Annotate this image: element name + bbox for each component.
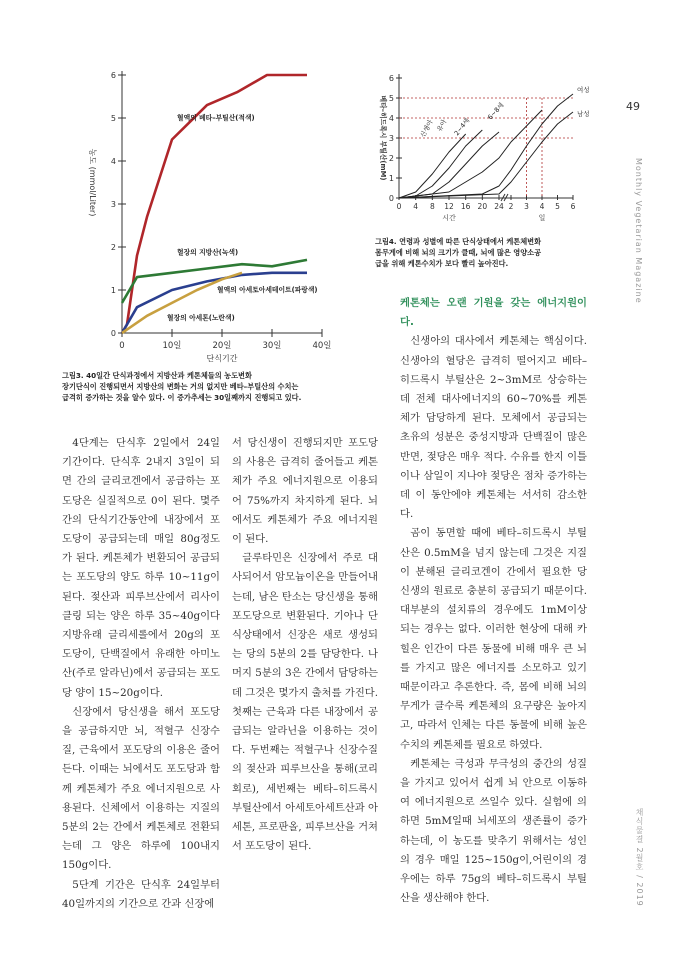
paragraph: 신생아의 대사에서 케톤체는 핵심이다. 신생아의 혈당은 급격히 떨어지고 베타–히드록시 부틸산은 2~3mM로 상승하는데 전체 대사에너지의 60~70%를 케톤체가 담당하게 된다. 모체에서 공급되는 초유의 성분은 중성지방과 단백질이 많은 반면, 젖당은 매우 적다. 수유를 한지 이틀이나 삼일이 지나야 젖당은 점차 증가하는데 이 동안에야 케톤체는 서서히 감소한다. — [400, 335, 587, 521]
paragraph: 신장에서 당신생을 해서 포도당을 공급하지만 뇌, 적혈구 신장수질, 근육에서 포도당의 이용은 줄어든다. 이때는 뇌에서도 포도당과 함께 케톤체가 주요 에너지원으로 사용된다. 신체에서 이용하는 지질의 5분의 2는 간에서 케톤체로 전환되는데 그 양은 하루에 100내지 150g이다. — [62, 705, 220, 872]
x-tick-label: 3 — [524, 202, 529, 211]
x-tick-label: 20일 — [212, 341, 232, 351]
paragraph: 4단계는 단식후 2일에서 24일 기간이다. 단식후 2내지 3일이 되면 간의 글리코겐에서 공급하는 포도당은 실질적으로 0이 된다. 몇주간의 단식기간동안에 내장에서 포도당이 공급되는데 매일 80g정도가 된다. 케톤체가 변환되어 공급되는 포도당의 양도 하루 10~11g이 된다. 젖산과 피루브산에서 리사이클링 되는 양은 하루 35~40g이다 지방유래 글리세롤에서 20g의 포도당이, 단백질에서 유래한 아미노산(주로 알라닌)에서 공급되는 포도당 양이 15~20g이다. — [62, 437, 220, 699]
y-tick-label: 1 — [388, 174, 394, 183]
series-label: 혈장의 아세톤(노란색) — [167, 314, 235, 323]
series-label: 2~4세 — [452, 116, 472, 138]
series-label: 유아 — [435, 118, 449, 133]
y-tick-label: 1 — [110, 286, 116, 295]
column-right — [400, 294, 587, 909]
series-label: 혈액의 베타–부틸산(적색) — [177, 114, 255, 123]
column-left — [62, 434, 220, 914]
paragraph: 5단계 기간은 단식후 24일부터 40일까지의 기간으로 간과 신장에 — [62, 878, 220, 910]
y-tick-label: 0 — [110, 329, 116, 338]
section-title: 케톤체는 오랜 기원을 갖는 에너지원이다. — [400, 297, 587, 329]
side-margin — [624, 58, 660, 938]
x-tick-label: 0 — [396, 202, 402, 211]
y-tick-label: 0 — [388, 194, 394, 203]
paragraph: 서 당신생이 진행되지만 포도당의 사용은 급격히 줄어들고 케톤체가 주요 에너지원으로 이용되어 75%까지 차지하게 된다. 뇌에서도 케톤체가 주요 에너지원이 된다. — [232, 437, 378, 546]
x-tick-label: 5 — [555, 202, 560, 211]
x-tick-label: 2 — [508, 202, 514, 211]
y-tick-label: 4 — [388, 114, 394, 123]
series-label: 여성 — [577, 86, 590, 94]
series-label: 혈액의 아세토아세테이트(파랑색) — [217, 286, 318, 295]
y-tick-label: 4 — [110, 157, 116, 166]
y-tick-label: 2 — [388, 154, 394, 163]
paragraph: 케톤체는 극성과 무극성의 중간의 성질을 가지고 있어서 쉽게 뇌 안으로 이동하여 에너지원으로 쓰일수 있다. 실험에 의하면 5mM일때 뇌세포의 생존률이 증가하는데, 이 농도를 맞추기 위해서는 성인의 경우 매일 125~150g이,어린이의 경우에는 하루 75g의 베타–히드록시 부틸산을 생산해야 한다. — [400, 757, 587, 905]
y-tick-label: 5 — [388, 94, 394, 103]
paragraph: 글루타민은 신장에서 주로 대사되어서 암모늄이온을 만들어내는데, 남은 탄소는 당신생을 통해 포도당으로 변환된다. 기아나 단식상태에서 신장은 새로 생성되는 당의 5분의 2를 담당한다. 나머지 5분의 3은 간에서 담당하는데 그것은 몇가지 출처를 가진다. 첫째는 근육과 다른 내장에서 공급되는 알라닌을 이용하는 것이다. 두번째는 적혈구나 신장수질의 젖산과 피루브산을 통해(코리회로), 세번째는 베타–히드록시 부틸산에서 아세토아세트산과 아세톤, 프로판올, 피루브산을 거쳐서 포도당이 된다. — [232, 552, 378, 853]
figure3-caption: 그림3. 40일간 단식과정에서 지방산과 케톤체들의 농도변화 장기단식이 진행되면서 지방산의 변화는 거의 없지만 베타–부틸산의 수치는 급격히 증가하는 것을 알수 있다. 이 증가추세는 30일째까지 진행되고 있다. — [62, 371, 302, 402]
x-tick-label: 0 — [119, 341, 125, 351]
x-axis-label-hours: 시간 — [442, 214, 456, 222]
series-line — [122, 273, 242, 333]
y-tick-label: 6 — [110, 71, 116, 80]
y-axis-label: 베타–히드록시 부틸산(mM) — [379, 95, 387, 181]
x-tick-label: 6 — [570, 202, 576, 211]
series-label: 신생아 — [418, 118, 435, 139]
figure4-caption: 그림4. 연령과 성별에 따른 단식상태에서 케톤체변화 몸무게에 비해 뇌의 크기가 클때, 뇌에 많은 영양소공 급을 위해 케톤수치가 보다 빨리 높아진다. — [375, 237, 542, 268]
x-tick-label: 12 — [444, 202, 454, 211]
paragraph: 곰이 동면할 때에 베타–히드록시 부틸산은 0.5mM을 넘지 않는데 그것은 지질이 분해된 글리코겐이 간에서 필요한 당 신생의 원료로 충분히 공급되기 때문이다. 대부분의 설치류의 경우에도 1mM이상 되는 경우는 없다. 이러한 현상에 대해 카힐은 인간이 다른 동물에 비해 매우 큰 뇌를 가지고 많은 에너지를 소모하고 있기 때문이라고 추론한다. 즉, 몸에 비해 뇌의 무게가 클수록 케톤체의 요구량은 높아지고, 따라서 인체는 다른 동물에 비해 높은 수치의 케톤체를 필요로 하였다. — [400, 527, 587, 751]
x-axis-label: 단식기간 — [206, 354, 238, 363]
x-tick-label: 16 — [460, 202, 471, 211]
column-middle — [232, 434, 378, 856]
figure4-chart — [372, 62, 592, 232]
magazine-name: Monthly Vegetarian Magazine — [634, 158, 643, 304]
y-tick-label: 3 — [110, 200, 116, 209]
figure4-series — [399, 94, 573, 198]
x-tick-label: 8 — [429, 202, 435, 211]
y-tick-label: 5 — [110, 114, 116, 123]
y-tick-label: 3 — [388, 134, 394, 143]
x-tick-label: 30일 — [262, 341, 282, 351]
x-tick-label: 20 — [477, 202, 488, 211]
series-label: 혈장의 지방산(녹색) — [177, 248, 239, 257]
figure3-axes — [118, 71, 322, 337]
figure3-labels — [88, 71, 332, 363]
x-tick-label: 4 — [539, 202, 545, 211]
page-number: 49 — [626, 100, 640, 113]
series-line — [399, 110, 542, 198]
y-tick-label: 6 — [388, 74, 394, 83]
series-label: 남성 — [577, 110, 590, 118]
y-tick-label: 2 — [110, 243, 116, 252]
series-label: 6~8세 — [486, 101, 506, 122]
y-axis-label: 농도 (mmol/Liter) — [88, 148, 97, 217]
issue-label: 채식물결 2월호 / 2019 — [635, 808, 644, 907]
x-axis-label-days: 일 — [538, 214, 546, 222]
x-tick-label: 40일 — [312, 341, 332, 351]
series-line — [399, 132, 499, 198]
x-tick-label: 24 — [494, 202, 504, 211]
figure3-chart — [60, 58, 360, 368]
x-tick-label: 4 — [413, 202, 419, 211]
x-tick-label: 10일 — [162, 341, 182, 351]
